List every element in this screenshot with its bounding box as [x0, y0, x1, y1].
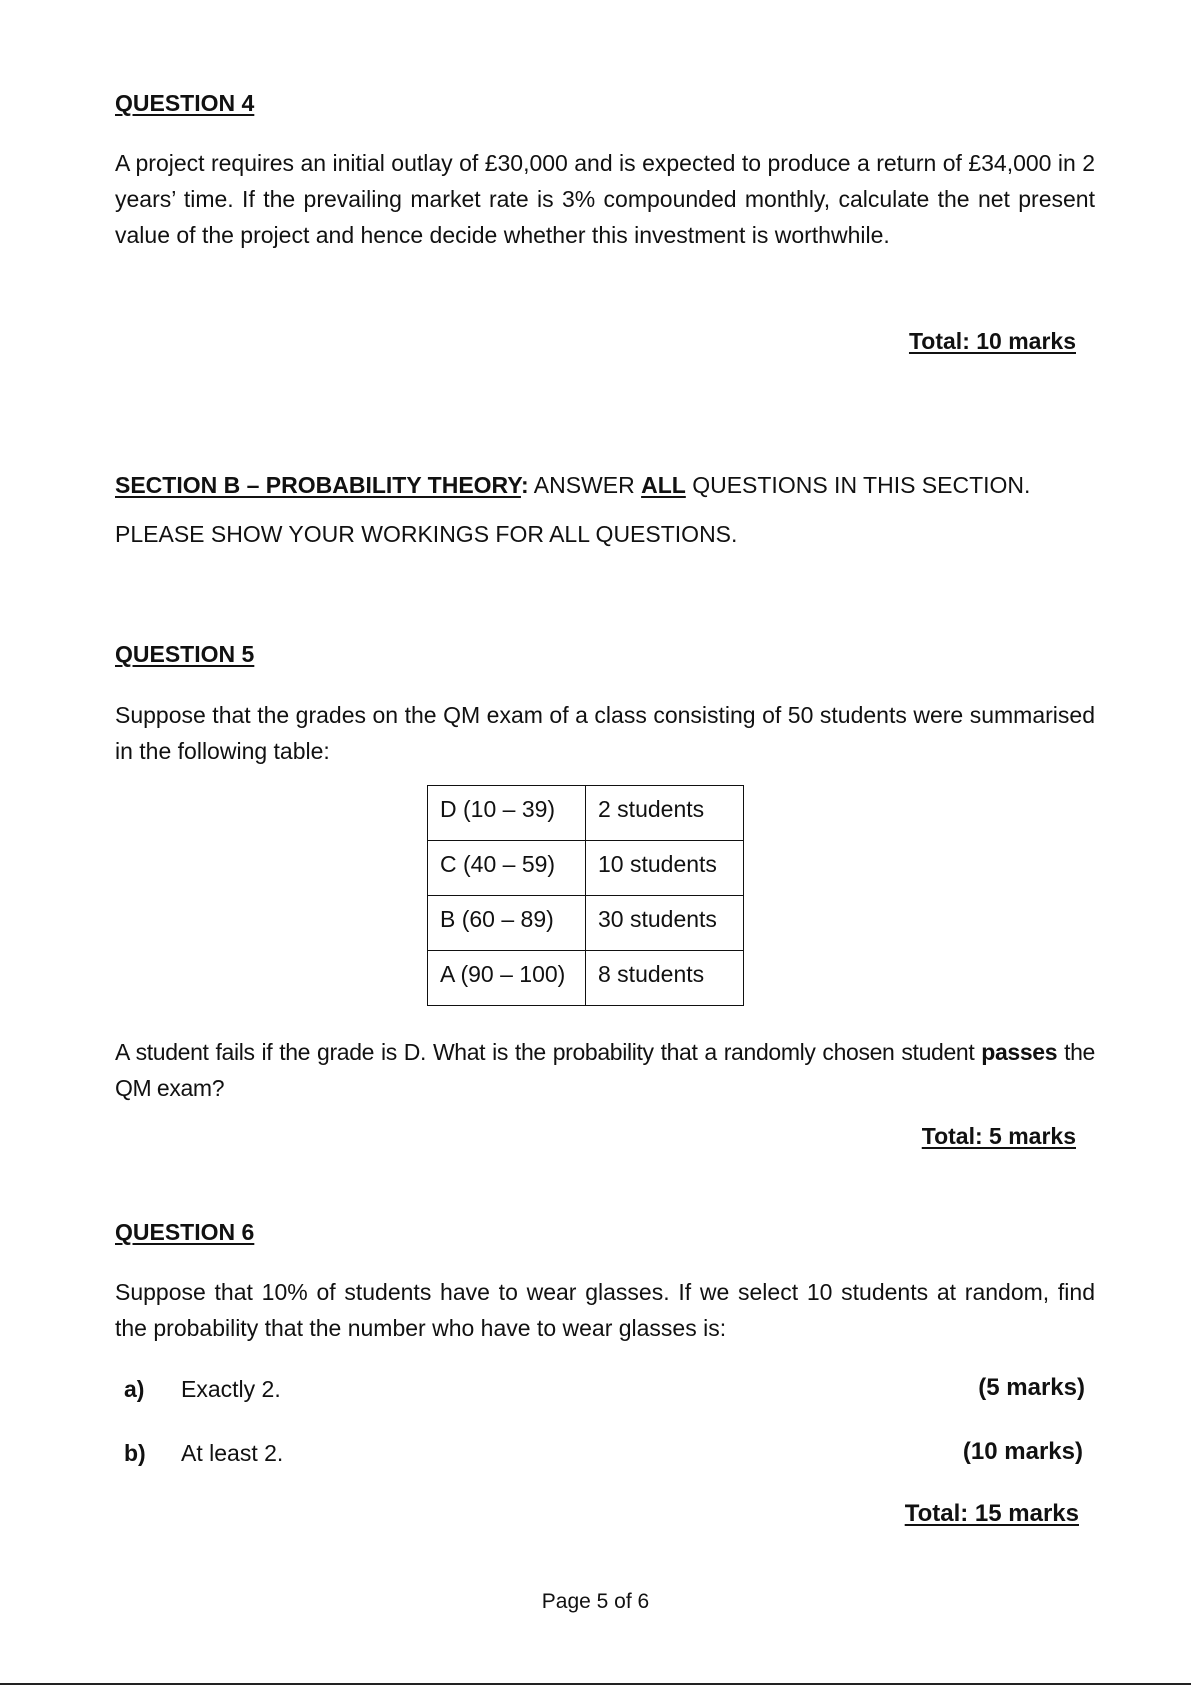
table-row: [428, 951, 744, 1006]
section-b-answer-pre: ANSWER: [528, 472, 642, 498]
question-5-heading: QUESTION 5: [115, 641, 255, 667]
question-5-intro: Suppose that the grades on the QM exam of a class consisting of 50 students were summarised in the following table:: [115, 702, 1095, 764]
question-5-total: Total: 5 marks: [921, 1123, 1076, 1149]
page-number: Page 5 of 6: [541, 1590, 650, 1613]
grade-cell: A (90 – 100): [428, 951, 586, 1006]
question-4-total: Total: 10 marks: [908, 328, 1076, 354]
count-cell: 8 students: [586, 951, 744, 1006]
part-label: a): [124, 1376, 145, 1402]
question-6-heading: QUESTION 6: [115, 1219, 255, 1245]
question-6-intro: Suppose that 10% of students have to wear glasses. If we select 10 students at random, find the probability that the number who have to wear glasses is:: [115, 1279, 1095, 1341]
count-cell: 10 students: [586, 841, 744, 896]
grade-cell: D (10 – 39): [428, 786, 586, 841]
question-5-question: [115, 1034, 1095, 1106]
section-b-workings: PLEASE SHOW YOUR WORKINGS FOR ALL QUESTIONS.: [115, 521, 738, 547]
question-5-question-post: the QM exam?: [115, 1039, 1095, 1101]
question-5-question-pre: A student fails if the grade is D. What is the probability that a randomly chosen student: [115, 1039, 982, 1065]
table-row: [428, 786, 744, 841]
count-cell: 30 students: [586, 896, 744, 951]
part-marks: (10 marks): [962, 1438, 1083, 1465]
part-text: At least 2.: [181, 1440, 284, 1466]
section-b-answer-all: ALL: [641, 472, 686, 498]
section-b-title: SECTION B – PROBABILITY THEORY: [115, 472, 521, 498]
section-b-answer-post: QUESTIONS IN THIS SECTION.: [685, 472, 1031, 498]
question-6-total: Total: 15 marks: [904, 1500, 1079, 1527]
part-marks: (5 marks): [978, 1374, 1085, 1401]
grade-cell: C (40 – 59): [428, 841, 586, 896]
table-row: [428, 841, 744, 896]
question-5-question-bold: passes: [981, 1039, 1058, 1065]
section-b-heading: [115, 472, 1030, 499]
question-4-heading: QUESTION 4: [115, 90, 255, 116]
count-cell: 2 students: [586, 786, 744, 841]
part-text: Exactly 2.: [181, 1376, 281, 1402]
table-row: [428, 896, 744, 951]
part-label: b): [124, 1440, 146, 1466]
grade-cell: B (60 – 89): [428, 896, 586, 951]
grades-table: [427, 785, 744, 1006]
section-b-colon: :: [520, 472, 529, 498]
question-4-body: A project requires an initial outlay of £30,000 and is expected to produce a return of £34,000 in 2 years’ time. If the prevailing market rate is 3% compounded monthly, calculate the net present value of the project and hence decide whether this investment is worthwhile.: [115, 150, 1095, 248]
